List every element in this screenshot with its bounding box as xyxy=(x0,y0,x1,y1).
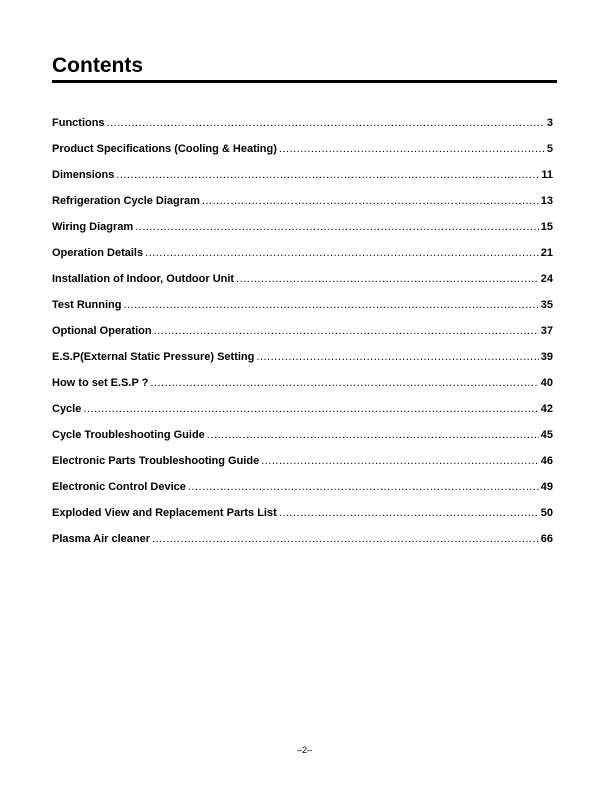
table-of-contents xyxy=(52,116,553,558)
toc-leader-dots xyxy=(83,402,538,416)
toc-entry-page: 5 xyxy=(546,143,553,155)
toc-leader-dots xyxy=(188,480,539,494)
toc-leader-dots xyxy=(236,272,539,286)
page-number: –2– xyxy=(296,745,313,755)
toc-entry-cycle-troubleshooting[interactable] xyxy=(52,428,553,454)
toc-entry-page: 15 xyxy=(540,221,553,233)
toc-leader-dots xyxy=(256,350,538,364)
toc-entry-electronic-control-device[interactable] xyxy=(52,480,553,506)
toc-entry-page: 37 xyxy=(540,325,553,337)
toc-leader-dots xyxy=(279,506,539,520)
toc-leader-dots xyxy=(107,116,545,130)
toc-entry-label: Electronic Parts Troubleshooting Guide xyxy=(52,455,260,467)
toc-leader-dots xyxy=(150,376,538,390)
toc-entry-page: 40 xyxy=(540,377,553,389)
toc-entry-label: Electronic Control Device xyxy=(52,481,186,493)
toc-leader-dots xyxy=(154,324,539,338)
toc-entry-label: Wiring Diagram xyxy=(52,221,134,233)
toc-entry-label: Cycle xyxy=(52,403,82,415)
toc-entry-esp-setting[interactable] xyxy=(52,350,553,376)
toc-entry-plasma-air-cleaner[interactable] xyxy=(52,532,553,558)
toc-leader-dots xyxy=(135,220,539,234)
toc-entry-page: 66 xyxy=(540,533,553,545)
toc-entry-refrigeration-cycle-diagram[interactable] xyxy=(52,194,553,220)
toc-entry-label: Dimensions xyxy=(52,169,115,181)
toc-entry-page: 39 xyxy=(540,351,553,363)
toc-entry-page: 11 xyxy=(541,169,553,181)
toc-entry-wiring-diagram[interactable] xyxy=(52,220,553,246)
toc-leader-dots xyxy=(202,194,539,208)
toc-entry-label: Exploded View and Replacement Parts List xyxy=(52,507,277,519)
toc-leader-dots xyxy=(261,454,539,468)
toc-entry-how-to-set-esp[interactable] xyxy=(52,376,553,402)
toc-entry-page: 21 xyxy=(540,247,553,259)
toc-entry-label: Cycle Troubleshooting Guide xyxy=(52,429,205,441)
toc-entry-label: Installation of Indoor, Outdoor Unit xyxy=(52,273,235,285)
toc-leader-dots xyxy=(116,168,539,182)
toc-entry-page: 13 xyxy=(540,195,553,207)
toc-entry-page: 24 xyxy=(540,273,553,285)
toc-entry-test-running[interactable] xyxy=(52,298,553,324)
toc-leader-dots xyxy=(279,142,545,156)
toc-entry-operation-details[interactable] xyxy=(52,246,553,272)
toc-leader-dots xyxy=(207,428,539,442)
toc-entry-optional-operation[interactable] xyxy=(52,324,553,350)
toc-entry-dimensions[interactable] xyxy=(52,168,553,194)
toc-entry-label: Plasma Air cleaner xyxy=(52,533,151,545)
toc-entry-electronic-parts-troubleshooting[interactable] xyxy=(52,454,553,480)
toc-entry-page: 3 xyxy=(546,117,553,129)
toc-entry-label: Operation Details xyxy=(52,247,144,259)
toc-entry-label: E.S.P(External Static Pressure) Setting xyxy=(52,351,255,363)
toc-leader-dots xyxy=(152,532,539,546)
title-divider xyxy=(52,80,557,83)
toc-entry-label: Product Specifications (Cooling & Heating) xyxy=(52,143,277,155)
toc-entry-label: Test Running xyxy=(52,299,122,311)
toc-entry-label: Functions xyxy=(52,117,105,129)
toc-entry-label: How to set E.S.P ? xyxy=(52,377,149,389)
toc-entry-page: 49 xyxy=(540,481,553,493)
toc-entry-page: 45 xyxy=(540,429,553,441)
toc-entry-cycle[interactable] xyxy=(52,402,553,428)
toc-leader-dots xyxy=(123,298,538,312)
page-title: Contents xyxy=(52,54,143,77)
toc-entry-page: 50 xyxy=(540,507,553,519)
toc-entry-label: Optional Operation xyxy=(52,325,152,337)
toc-leader-dots xyxy=(145,246,539,260)
toc-entry-page: 42 xyxy=(540,403,553,415)
toc-entry-installation[interactable] xyxy=(52,272,553,298)
toc-entry-product-specifications[interactable] xyxy=(52,142,553,168)
toc-entry-label: Refrigeration Cycle Diagram xyxy=(52,195,200,207)
toc-entry-exploded-view[interactable] xyxy=(52,506,553,532)
toc-entry-functions[interactable] xyxy=(52,116,553,142)
toc-entry-page: 35 xyxy=(540,299,553,311)
toc-entry-page: 46 xyxy=(540,455,553,467)
